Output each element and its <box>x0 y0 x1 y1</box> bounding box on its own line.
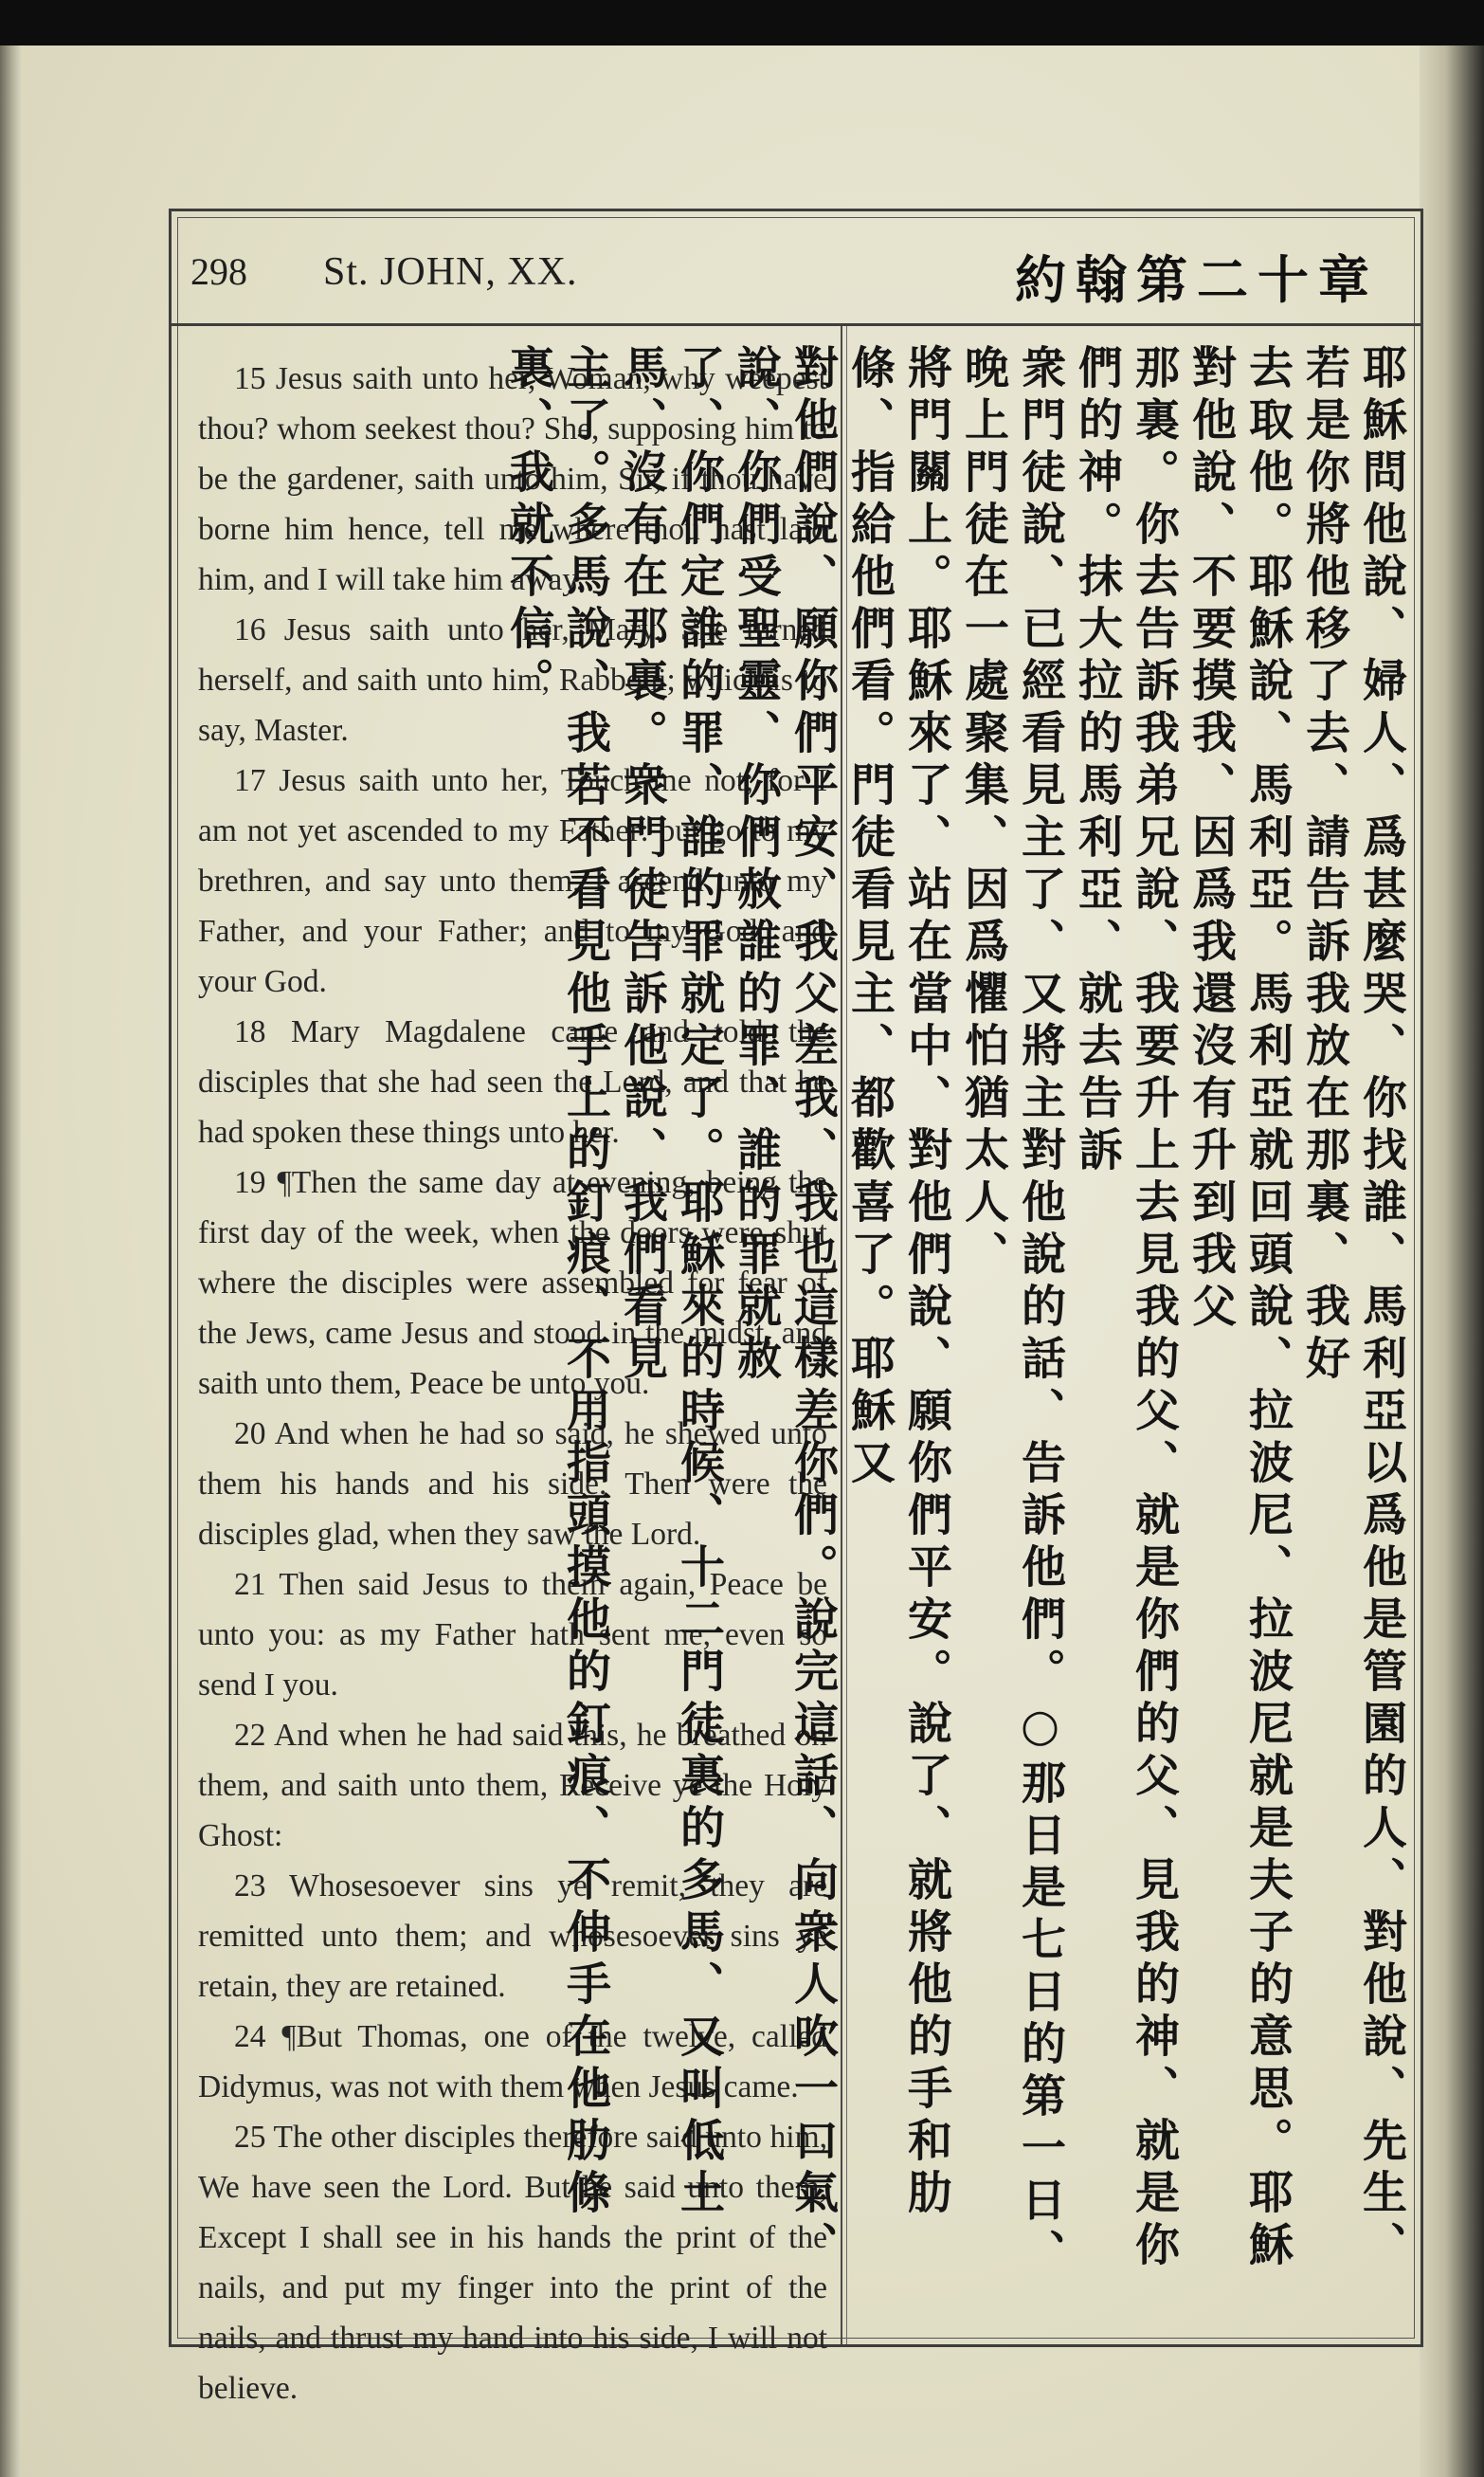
verse-22: 22 And when he had said this, he breathed on them, and saith unto them, Receive ye the Holy Ghost: <box>198 1718 827 1853</box>
chinese-line: 耶穌問他說、婦人、爲甚麼哭、你找誰、馬利亞以爲他是管園的人、對他說、先生、若是你將他移了去、請告訴我放在那裏、我好 <box>1298 344 1407 2273</box>
text-frame <box>169 209 1423 2406</box>
verse-25: 25 The other disciples therefore said unto him, We have seen the Lord. But he said unto them, Except I shall see in his hands the print of the nails, and put my finger into the print of the nails, and thrust my hand into his side, I will not believe. <box>198 2120 827 2406</box>
chinese-line: 衆門徒說、已經看見主了、又將主對他說的話、告訴他們。○那日是七日的第一日、晚上門徒在一處聚集、因爲懼怕猶太人、 <box>957 344 1066 2281</box>
verse-15: 15 Jesus saith unto her, Woman, why weepest thou? whom seekest thou? She, supposing him to be the gardener, saith unto him, Sir, if thou have borne him hence, tell me where thou hast laid him, and I will take him away. <box>198 361 827 597</box>
verse-16: 16 Jesus saith unto her, Mary. She turned herself, and saith unto him, Rabboni; which is to say, Master. <box>198 612 827 748</box>
verse-18: 18 Mary Magdalene came and told the disciples that she had seen the Lord, and that he had spoken these things unto her. <box>198 1014 827 1150</box>
page-gutter-shadow <box>0 46 21 2477</box>
chinese-line: 那裏。你去告訴我弟兄說、我要升上去見我的父、就是你們的父、見我的神、就是你們的神。抹大拉的馬利亞、就去告訴 <box>1071 344 1180 2273</box>
book-edge-shadow <box>1420 46 1484 2477</box>
chinese-line: 去取他。耶穌說、馬利亞。馬利亞就回頭說、拉波尼、拉波尼就是夫子的意思。耶穌對他說、不要摸我、因爲我還沒有升到我父 <box>1185 344 1294 2273</box>
running-title: St. JOHN, XX. <box>323 250 578 294</box>
header-rule <box>172 323 1421 326</box>
chinese-line: 將門關上。耶穌來了、站在當中、對他們說、願你們平安。說了、就將他的手和肋條、指給他們看。門徒看見主、都歡喜了。耶穌又 <box>843 344 952 2221</box>
chinese-line: 主了。多馬說、我若不看見他手上的釘痕、不用指頭摸他的釘痕、不伸手在他肋條裏、我就不信。 <box>502 344 611 2221</box>
chinese-title: 約翰第二十章 <box>1015 250 1379 310</box>
chinese-line: 了、你們定誰的罪、誰的罪就定了。耶穌來的時候、十二門徒裏的多馬、又叫低土馬、沒有在那裏。衆門徒告訴他說、我們看見 <box>616 344 725 2221</box>
verse-19: 19 ¶Then the same day at evening, being the first day of the week, when the doors were shut where the disciples were assembled for fear of the Jews, came Jesus and stood in the midst, and saith unto them, Peace be unto you. <box>198 1165 827 1401</box>
book-page <box>0 46 1484 2477</box>
verse-21: 21 Then said Jesus to them again, Peace be unto you: as my Father hath sent me, even so send I you. <box>198 1567 827 1703</box>
verse-24: 24 ¶But Thomas, one of the twelve, called Didymus, was not with them when Jesus came. <box>198 2019 827 2104</box>
verse-23: 23 Whosesoever sins ye remit, they are remitted unto them; and whosesoever sins ye retain, they are retained. <box>198 1868 827 2004</box>
verse-20: 20 And when he had so said, he shewed unto them his hands and his side. Then were the disciples glad, when they saw the Lord. <box>198 1416 827 1552</box>
chinese-line: 對他們說、願你們平安、我父差我、我也這樣差你們。說完這話、向衆人吹一口氣、說、你們受聖靈、你們赦誰的罪、誰的罪就赦 <box>730 344 839 2273</box>
page-number: 298 <box>190 250 247 293</box>
verse-17: 17 Jesus saith unto her, Touch me not; for I am not yet ascended to my Father: but go to my brethren, and say unto them, I ascend unto my Father, and your Father; and to my God, and your God. <box>198 763 827 999</box>
